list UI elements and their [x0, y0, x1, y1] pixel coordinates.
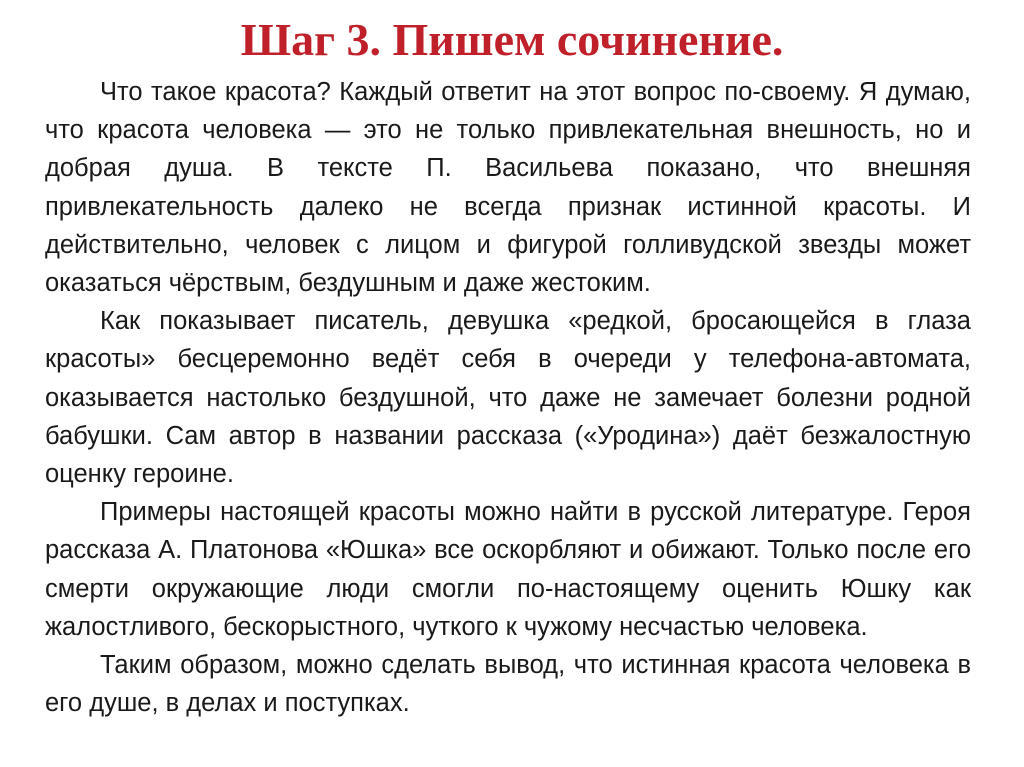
slide-title: Шаг 3. Пишем сочинение.: [240, 14, 784, 65]
essay-paragraph-2: Как показывает писатель, девушка «редкой, бросающейся в глаза красоты» бесцеремонно ведёт себя в очереди у телефона-автомата, оказывается настолько бездушной, что даже не замечает болезни родной бабушки. Сам автор в названии рассказа («Уродина») даёт безжалостную оценку героине.: [45, 307, 971, 489]
essay-paragraph-4: Таким образом, можно сделать вывод, что истинная красота человека в его душе, в делах и поступках.: [45, 651, 971, 718]
essay-body: [45, 73, 971, 722]
essay-paragraph-3: Примеры настоящей красоты можно найти в русской литературе. Героя рассказа А. Платонова «Юшка» все оскорбляют и обижают. Только после его смерти окружающие люди смогли по-настоящему оценить Юшку как жалостливого, бескорыстного, чуткого к чужому несчастью человека.: [45, 498, 971, 641]
essay-paragraph-1: Что такое красота? Каждый ответит на этот вопрос по-своему. Я думаю, что красота человека — это не только привлекательная внешность, но и добрая душа. В тексте П. Васильева показано, что внешняя привлекательность далеко не всегда признак истинной красоты. И действительно, человек с лицом и фигурой голливудской звезды может оказаться чёрствым, бездушным и даже жестоким.: [45, 78, 971, 298]
